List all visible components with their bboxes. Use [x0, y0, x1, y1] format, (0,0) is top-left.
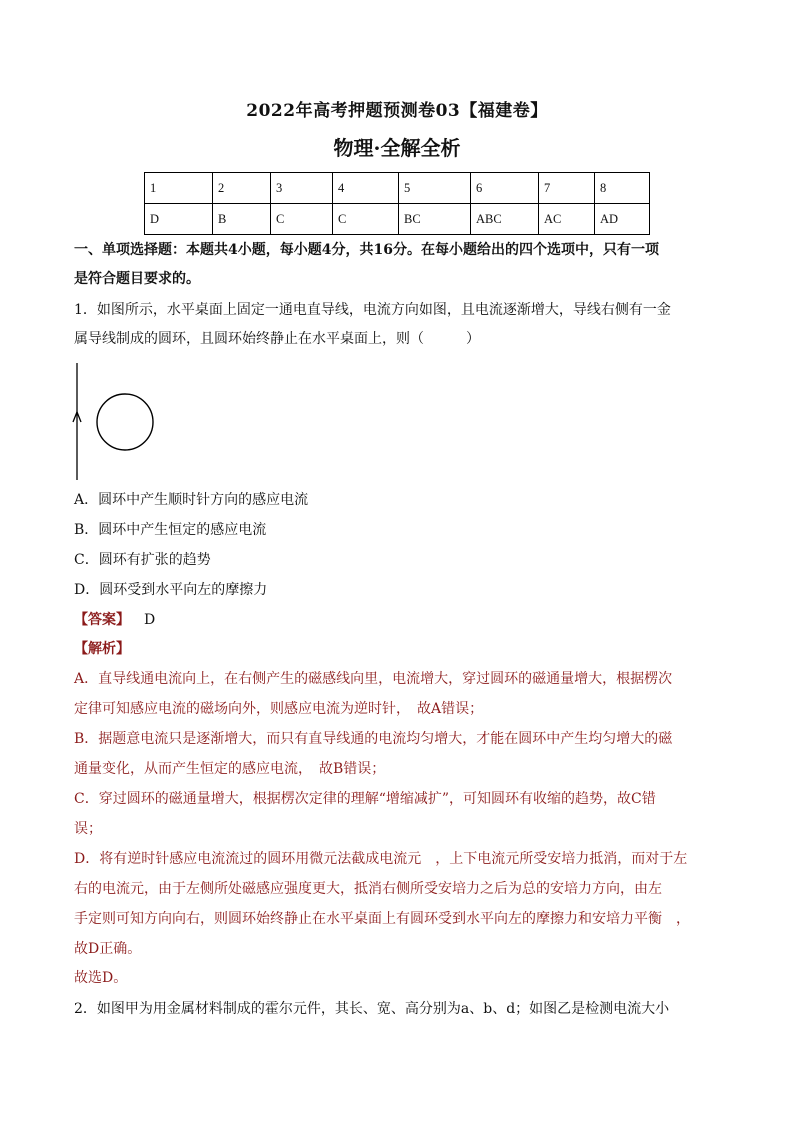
- table-cell-number: 6: [471, 173, 539, 204]
- analysis-text-line: B．据题意电流只是逐渐增大，而只有直导线通的电流均匀增大，才能在圆环中产生均匀增大的磁: [74, 731, 673, 747]
- analysis-text-line: C．穿过圆环的磁通量增大，根据楞次定律的理解“增缩减扩”，可知圆环有收缩的趋势，故C错: [74, 791, 656, 807]
- table-cell-answer: C: [333, 204, 399, 235]
- table-cell-answer: BC: [399, 204, 471, 235]
- table-cell-number: 4: [333, 173, 399, 204]
- table-cell-number: 1: [145, 173, 213, 204]
- question1-option-b: B．圆环中产生恒定的感应电流: [74, 522, 267, 538]
- analysis-text-line: D．将有逆时针感应电流流过的圆环用微元法截成电流元 ，上下电流元所受安培力抵消，而对于左: [74, 851, 688, 867]
- question1-stem-line1: 1．如图所示，水平桌面上固定一通电直导线，电流方向如图，且电流逐渐增大，导线右侧有一金: [74, 302, 671, 318]
- analysis-text-line: 右的电流元，由于左侧所处磁感应强度更大，抵消右侧所受安培力之后为总的安培力方向，由左: [74, 881, 662, 897]
- page-subtitle: 物理·全解全析: [333, 136, 461, 160]
- table-cell-number: 5: [399, 173, 471, 204]
- table-cell-number: 7: [539, 173, 595, 204]
- table-cell-answer: B: [213, 204, 271, 235]
- table-cell-number: 2: [213, 173, 271, 204]
- answer-table-number-row: [145, 173, 650, 204]
- section-heading-line1: 一、单项选择题：本题共4小题，每小题4分，共16分。在每小题给出的四个选项中，只有一项: [74, 242, 659, 258]
- table-cell-answer: D: [145, 204, 213, 235]
- question1-option-a: A．圆环中产生顺时针方向的感应电流: [74, 492, 309, 508]
- question2-stem-line1: 2．如图甲为用金属材料制成的霍尔元件，其长、宽、高分别为a、b、d；如图乙是检测电流大小: [74, 1001, 670, 1017]
- question1-option-c: C．圆环有扩张的趋势: [74, 552, 211, 568]
- conclusion-line: 故选D。: [74, 970, 128, 986]
- analysis-line: [74, 635, 726, 665]
- analysis-text-line: 定律可知感应电流的磁场向外，则感应电流为逆时针， 故A错误；: [74, 701, 484, 717]
- answer-table: [144, 172, 650, 235]
- table-cell-answer: AD: [595, 204, 650, 235]
- question1-option-d: D．圆环受到水平向左的摩擦力: [74, 582, 268, 598]
- answer-line: [74, 606, 726, 636]
- table-cell-number: 3: [271, 173, 333, 204]
- page-title: 2022年高考押题预测卷03【福建卷】: [246, 101, 548, 121]
- analysis-text-line: A．直导线通电流向上，在右侧产生的磁感线向里，电流增大，穿过圆环的磁通量增大，根据楞次: [74, 671, 673, 687]
- analysis-label: 【解析】: [74, 641, 130, 657]
- wire-and-ring-figure: [70, 360, 170, 484]
- analysis-text-line: 手定则可知方向向右，则圆环始终静止在水平桌面上有圆环受到水平向左的摩擦力和安培力平衡 ，: [74, 911, 690, 927]
- table-cell-answer: AC: [539, 204, 595, 235]
- table-cell-number: 8: [595, 173, 650, 204]
- section-heading-line2: 是符合题目要求的。: [74, 271, 200, 287]
- metal-ring: [97, 394, 153, 450]
- answer-table-answer-row: [145, 204, 650, 235]
- analysis-text-line: 故D正确。: [74, 941, 142, 957]
- answer-value: D: [144, 612, 156, 628]
- table-cell-answer: C: [271, 204, 333, 235]
- analysis-text-line: 通量变化，从而产生恒定的感应电流， 故B错误；: [74, 761, 386, 777]
- table-cell-answer: ABC: [471, 204, 539, 235]
- question1-stem-line2: 属导线制成的圆环，且圆环始终静止在水平桌面上，则（ ）: [74, 331, 480, 347]
- answer-label: 【答案】: [74, 612, 130, 628]
- analysis-text-line: 误；: [74, 821, 102, 837]
